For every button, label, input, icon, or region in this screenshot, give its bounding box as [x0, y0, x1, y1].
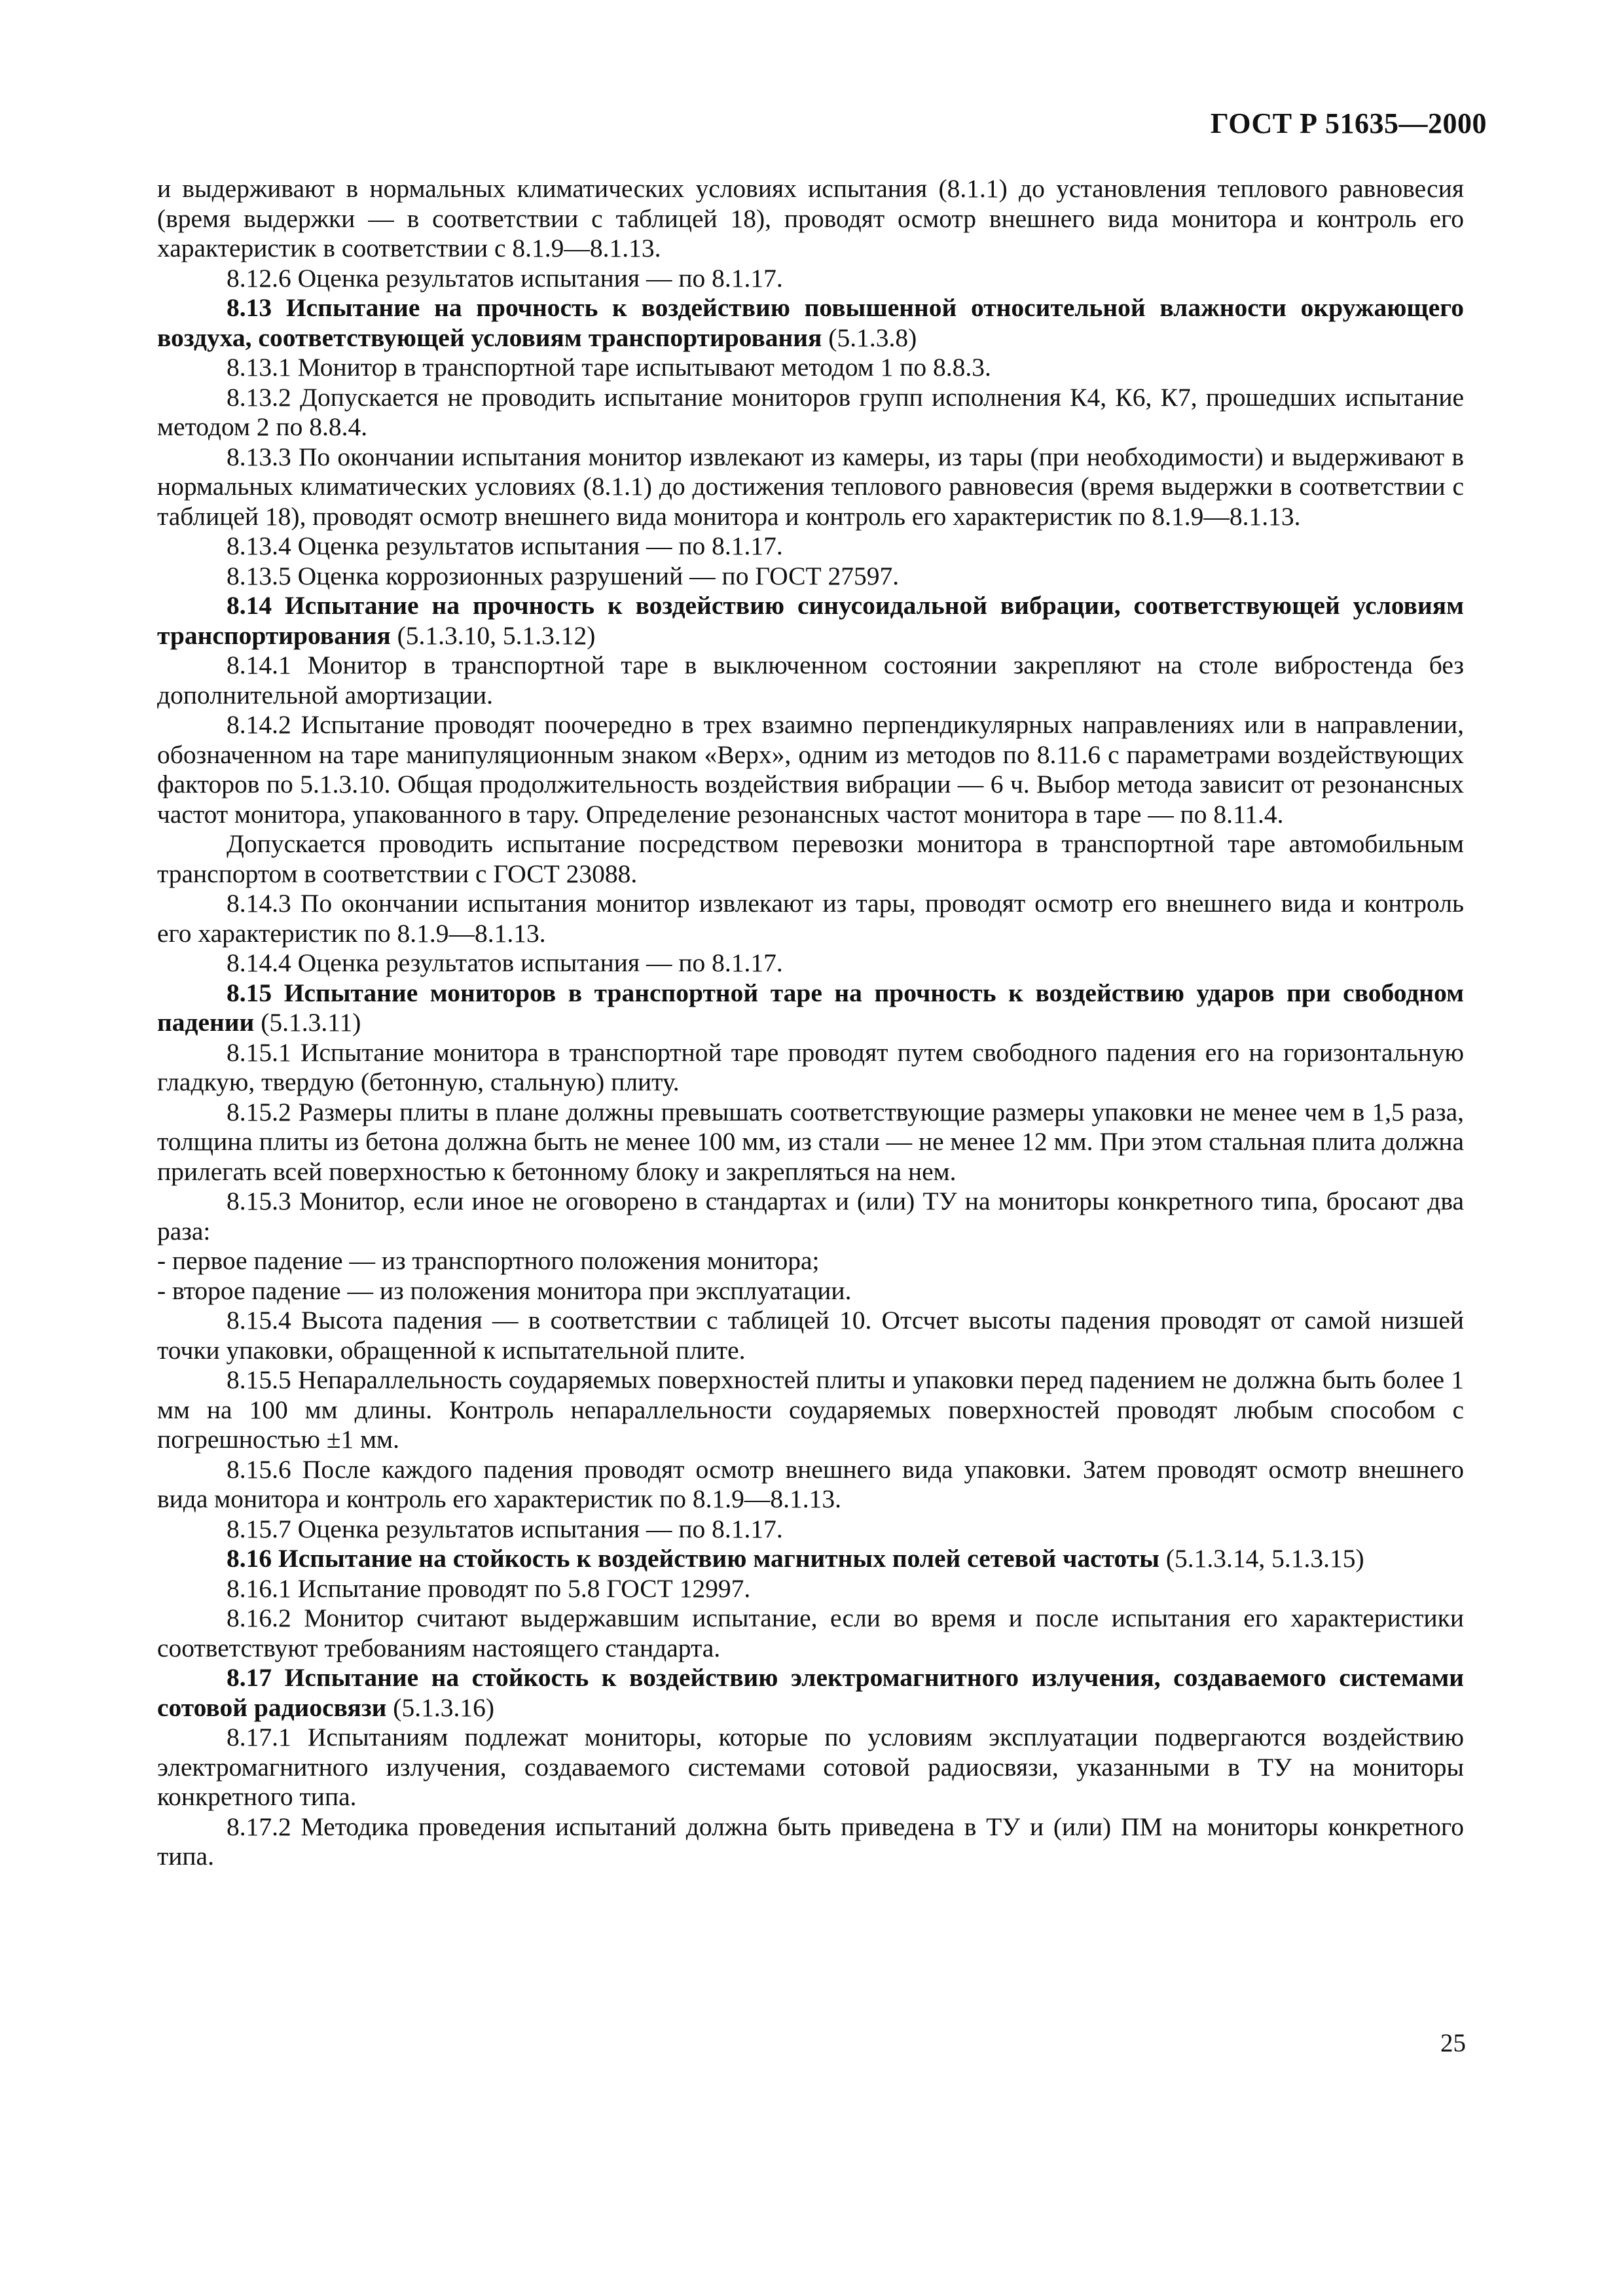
paragraph [157, 1515, 1464, 1545]
paragraph [157, 1187, 1464, 1246]
heading-reference: (5.1.3.8) [822, 323, 917, 352]
heading-reference: (5.1.3.10, 5.1.3.12) [390, 620, 596, 650]
paragraph-text: 8.12.6 Оценка результатов испытания — по 8.1.17. [227, 263, 783, 293]
paragraph-text: и выдерживают в нормальных климатических условиях испытания (8.1.1) до установления теплового равновесия (время выдержки — в соответствии с таблицей 18), проводят осмотр внешнего вида монитора и контроль его характеристик в соответствии с 8.1.9—8.1.13. [157, 174, 1464, 262]
paragraph [157, 1038, 1464, 1098]
paragraph-text: 8.13.1 Монитор в транспортной таре испытывают методом 1 по 8.8.3. [227, 353, 991, 382]
paragraph-text: 8.15.7 Оценка результатов испытания — по 8.1.17. [227, 1514, 783, 1543]
paragraph-text: 8.15.6 После каждого падения проводят осмотр внешнего вида упаковки. Затем проводят осмотр внешнего вида монитора и контроль его характеристик по 8.1.9—8.1.13. [157, 1454, 1464, 1513]
list-item [157, 1276, 1464, 1306]
paragraph-text: 8.14.1 Монитор в транспортной таре в выключенном состоянии закрепляют на столе вибростенда без дополнительной амортизации. [157, 651, 1464, 709]
paragraph-text: 8.13.4 Оценка результатов испытания — по 8.1.17. [227, 531, 783, 560]
list-item-text: - второе падение — из положения монитора при эксплуатации. [157, 1276, 852, 1305]
paragraph [157, 264, 1464, 294]
paragraph-text: 8.14.4 Оценка результатов испытания — по 8.1.17. [227, 948, 783, 977]
paragraph [157, 562, 1464, 592]
paragraph [157, 1098, 1464, 1187]
paragraph-text: 8.13.2 Допускается не проводить испытание мониторов групп исполнения К4, К6, К7, прошедших испытание методом 2 по 8.8.4. [157, 382, 1464, 441]
section-heading [157, 293, 1464, 353]
paragraph-text: 8.16.1 Испытание проводят по 5.8 ГОСТ 12997. [227, 1573, 751, 1603]
paragraph [157, 1365, 1464, 1455]
paragraph [157, 1812, 1464, 1872]
paragraph-text: 8.14.3 По окончании испытания монитор извлекают из тары, проводят осмотр его внешнего вида и контроль его характеристик по 8.1.9—8.1.13. [157, 889, 1464, 948]
list-item-text: - первое падение — из транспортного положения монитора; [157, 1246, 820, 1275]
paragraph [157, 531, 1464, 562]
heading-reference: (5.1.3.11) [254, 1008, 361, 1037]
heading-reference: (5.1.3.14, 5.1.3.15) [1159, 1544, 1364, 1573]
paragraph [157, 1604, 1464, 1663]
paragraph-text: 8.16.2 Монитор считают выдержавшим испытание, если во время и после испытания его характеристики соответствуют требованиям настоящего стандарта. [157, 1604, 1464, 1662]
paragraph [157, 889, 1464, 948]
section-heading [157, 591, 1464, 651]
paragraph [157, 1306, 1464, 1365]
page-number: 25 [1440, 2029, 1466, 2057]
list-item [157, 1246, 1464, 1276]
paragraph [157, 710, 1464, 829]
paragraph-text: 8.13.3 По окончании испытания монитор извлекают из камеры, из тары (при необходимости) и выдерживают в нормальных климатических условиях (8.1.1) до достижения теплового равновесия (время выдержки в соответствии с таблицей 18), проводят осмотр внешнего вида монитора и контроль его характеристик по 8.1.9—8.1.13. [157, 442, 1464, 531]
paragraph-text: 8.13.5 Оценка коррозионных разрушений — по ГОСТ 27597. [227, 561, 900, 590]
section-heading [157, 1663, 1464, 1723]
paragraph [157, 442, 1464, 532]
heading-bold-text: 8.14 Испытание на прочность к воздействию синусоидальной вибрации, соответствующей условиям транспортирования [157, 591, 1464, 650]
heading-bold-text: 8.16 Испытание на стойкость к воздействию магнитных полей сетевой частоты [227, 1544, 1159, 1573]
document-body [157, 174, 1464, 1872]
heading-bold-text: 8.15 Испытание мониторов в транспортной таре на прочность к воздействию ударов при свободном падении [157, 978, 1464, 1037]
heading-bold-text: 8.13 Испытание на прочность к воздействию повышенной относительной влажности окружающего воздуха, соответствующей условиям транспортирования [157, 293, 1464, 352]
section-heading [157, 1544, 1464, 1574]
paragraph-text: 8.14.2 Испытание проводят поочередно в трех взаимно перпендикулярных направлениях или в направлении, обозначенном на таре манипуляционным знаком «Верх», одним из методов по 8.11.6 с параметрами воздействующих факторов по 5.1.3.10. Общая продолжительность воздействия вибрации — 6 ч. Выбор метода зависит от резонансных частот монитора, упакованного в тару. Определение резонансных частот монитора в таре — по 8.11.4. [157, 710, 1464, 829]
paragraph [157, 1574, 1464, 1604]
section-heading [157, 978, 1464, 1038]
paragraph-text: 8.15.4 Высота падения — в соответствии с таблицей 10. Отсчет высоты падения проводят от самой низшей точки упаковки, обращенной к испытательной плите. [157, 1306, 1464, 1365]
paragraph-text: Допускается проводить испытание посредством перевозки монитора в транспортной таре автомобильным транспортом в соответствии с ГОСТ 23088. [157, 829, 1464, 888]
paragraph [157, 651, 1464, 710]
paragraph [157, 1723, 1464, 1812]
paragraph [157, 174, 1464, 264]
paragraph-text: 8.17.2 Методика проведения испытаний должна быть приведена в ТУ и (или) ПМ на мониторы конкретного типа. [157, 1812, 1464, 1871]
paragraph [157, 383, 1464, 442]
paragraph-text: 8.15.5 Непараллельность соударяемых поверхностей плиты и упаковки перед падением не должна быть более 1 мм на 100 мм длины. Контроль непараллельности соударяемых поверхностей проводят любым способом с погрешностью ±1 мм. [157, 1365, 1464, 1454]
paragraph [157, 1455, 1464, 1515]
heading-bold-text: 8.17 Испытание на стойкость к воздействию электромагнитного излучения, создаваемого системами сотовой радиосвязи [157, 1663, 1464, 1722]
paragraph-text: 8.15.3 Монитор, если иное не оговорено в стандартах и (или) ТУ на мониторы конкретного типа, бросают два раза: [157, 1187, 1464, 1246]
paragraph-text: 8.15.2 Размеры плиты в плане должны превышать соответствующие размеры упаковки не менее чем в 1,5 раза, толщина плиты из бетона должна быть не менее 100 мм, из стали — не менее 12 мм. При этом стальная плита должна прилегать всей поверхностью к бетонному блоку и закрепляться на нем. [157, 1097, 1464, 1186]
paragraph [157, 353, 1464, 383]
paragraph [157, 829, 1464, 889]
paragraph [157, 948, 1464, 978]
paragraph-text: 8.15.1 Испытание монитора в транспортной таре проводят путем свободного падения его на горизонтальную гладкую, твердую (бетонную, стальную) плиту. [157, 1037, 1464, 1096]
paragraph-text: 8.17.1 Испытаниям подлежат мониторы, которые по условиям эксплуатации подвергаются воздействию электромагнитного излучения, создаваемого системами сотовой радиосвязи, указанными в ТУ на мониторы конкретного типа. [157, 1723, 1464, 1811]
document-header: ГОСТ Р 51635—2000 [1210, 107, 1487, 139]
heading-reference: (5.1.3.16) [386, 1693, 494, 1722]
